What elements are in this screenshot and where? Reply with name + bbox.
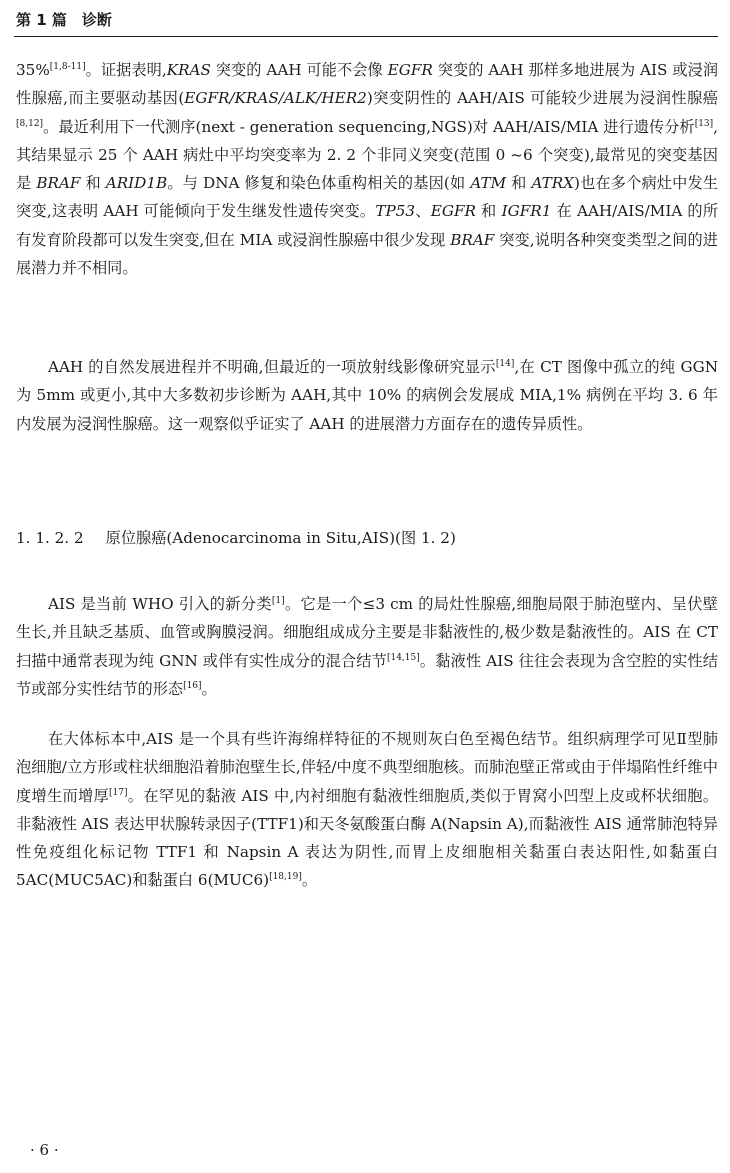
- text-run: 。黏液性 AIS 往往会表现为含空腔的实性结节或部分实性结节的形态: [16, 651, 718, 698]
- text-run: 、: [415, 202, 431, 221]
- citation-ref: [8,12]: [16, 118, 44, 129]
- text-run: 和: [506, 174, 532, 193]
- text-run: 。证据表明,: [85, 61, 167, 79]
- paragraph-aah-natural-history: [16, 353, 718, 438]
- text-run: 和: [475, 202, 502, 221]
- gene-name: BRAF: [450, 230, 495, 249]
- paragraph-ais-definition: [16, 590, 718, 703]
- text-run: 。与 DNA 修复和染色体重构相关的基因(如: [167, 174, 471, 193]
- text-run: )也在多个病灶中发生突变,这表明 AAH 可能倾向于发生继发性遗传突变。: [16, 174, 719, 221]
- text-run: 和: [80, 174, 106, 193]
- gene-name: ATRX: [531, 174, 574, 193]
- text-run: 在 AAH/AIS/MIA 的所有发育阶段都可以发生突变,但在 MIA 或浸润性腺癌中很少发现: [16, 202, 719, 249]
- text-run: 。: [301, 871, 318, 890]
- gene-name: IGFR1: [501, 202, 552, 221]
- text-run: 。: [201, 679, 217, 698]
- text-run: ,在 CT 图像中孤立的纯 GGN 为 5mm 或更小,其中大多数初步诊断为 AAH,其中 10% 的病例会发展成 MIA,1% 病例在平均 3. 6 年内发展为浸润性腺癌。这一观察似乎证实了 AAH 的进展潜力方面存在的遗传异质性。: [16, 358, 718, 433]
- citation-ref: [18,19]: [269, 872, 302, 883]
- gene-name: ATM: [470, 174, 507, 193]
- text-run: 。在罕见的黏液 AIS 中,内衬细胞有黏液性细胞质,类似于胃窝小凹型上皮或杯状细胞。非黏液性 AIS 表达甲状腺转录因子(TTF1)和天冬氨酸蛋白酶 A(Napsin A),而黏液性 AIS 通常肺泡特异性免疫组化标记物 TTF1 和 Napsin A 表达为阴性,而胃上皮细胞相关黏蛋白表达阳性,如黏蛋白 5AC(MUC5AC)和黏蛋白 6(MUC6): [16, 786, 719, 890]
- paragraph-aah-mutations: [16, 56, 718, 282]
- citation-ref: [17]: [109, 787, 128, 798]
- text-run: 突变的 AAH 那样多地进展为 AIS 或浸润性腺癌,而主要驱动基因(: [16, 61, 719, 108]
- running-head: 第 1 篇 诊断: [16, 11, 112, 29]
- citation-ref: [13]: [694, 118, 714, 129]
- citation-ref: [14,15]: [386, 652, 420, 663]
- citation-ref: [14]: [495, 359, 515, 369]
- page-number: · 6 ·: [30, 1141, 59, 1159]
- citation-ref: [16]: [183, 680, 202, 691]
- text-run: 在大体标本中,AIS 是一个具有些许海绵样特征的不规则灰白色至褐色结节。组织病理学可见Ⅱ型肺泡细胞/立方形或柱状细胞沿着肺泡壁生长,伴轻/中度不典型细胞核。而肺泡壁正常或由于伴塌陷性纤维中度增生而增厚: [16, 730, 718, 805]
- gene-name: ARID1B: [105, 174, 168, 193]
- text-run: )突变阴性的 AAH/AIS 可能较少进展为浸润性腺癌: [366, 89, 718, 108]
- text-run: 突变,说明各种突变类型之间的进展潜力并不相同。: [16, 230, 718, 278]
- paragraph-ais-pathology: [16, 725, 718, 895]
- citation-ref: [1,8-11]: [49, 62, 86, 72]
- gene-name: BRAF: [36, 174, 81, 193]
- text-run: AAH 的自然发展进程并不明确,但最近的一项放射线影像研究显示: [48, 358, 496, 376]
- section-title: 原位腺癌(Adenocarcinoma in Situ,AIS)(图 1. 2): [105, 529, 456, 547]
- gene-name: TP53: [375, 202, 416, 221]
- header-rule: [14, 36, 718, 37]
- text-run: ,其结果显示 25 个 AAH 病灶中平均突变率为 2. 2 个非同义突变(范围 0 ~6 个突变),最常见的突变基因是: [16, 117, 718, 193]
- citation-ref: [1]: [271, 596, 285, 606]
- gene-name: EGFR/KRAS/ALK/HER2: [184, 89, 367, 108]
- text-run: 。它是一个≤3 cm 的局灶性腺癌,细胞局限于肺泡壁内、呈伏壁生长,并且缺乏基质、血管或胸膜浸润。细胞组成成分主要是非黏液性的,极少数是黏液性的。AIS 在 CT 扫描中通常表现为纯 GNN 或伴有实性成分的混合结节: [16, 595, 718, 670]
- text-run: 35%: [16, 61, 50, 79]
- gene-name: EGFR: [430, 202, 476, 221]
- text-run: AIS 是当前 WHO 引入的新分类: [48, 595, 272, 613]
- section-heading: [16, 526, 456, 550]
- gene-name: EGFR: [387, 61, 433, 79]
- text-run: 突变的 AAH 可能不会像: [210, 61, 388, 79]
- section-number: 1. 1. 2. 2: [16, 529, 84, 547]
- gene-name: KRAS: [166, 61, 211, 79]
- text-run: 。最近利用下一代测序(next - generation sequencing,NGS)对 AAH/AIS/MIA 进行遗传分析: [43, 117, 695, 136]
